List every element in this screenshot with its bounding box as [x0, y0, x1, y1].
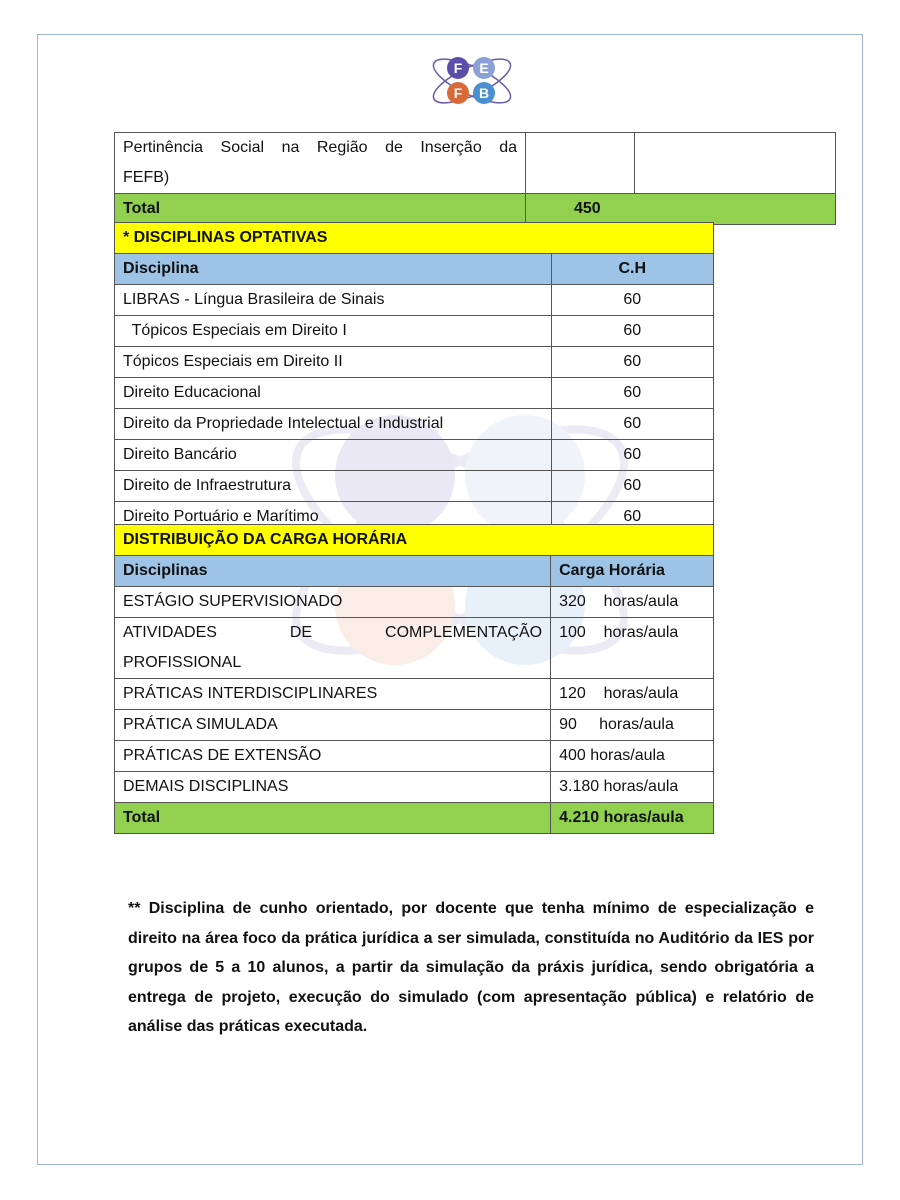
svg-text:F: F [453, 60, 463, 76]
discipline-hours: 90 horas/aula [551, 710, 714, 741]
table-row [115, 710, 714, 741]
total-value: 4.210 horas/aula [551, 803, 714, 834]
column-header-carga: Carga Horária [551, 556, 714, 587]
table-row [115, 772, 714, 803]
discipline-name-line: ATIVIDADES DE COMPLEMENTAÇÃO [123, 624, 543, 641]
discipline-hours: 60 [551, 316, 713, 347]
section-title: DISTRIBUIÇÃO DA CARGA HORÁRIA [115, 525, 714, 556]
column-header-ch: C.H [551, 254, 713, 285]
discipline-hours: 60 [551, 502, 713, 533]
header-row [115, 556, 714, 587]
discipline-name-line: PROFISSIONAL [123, 654, 242, 671]
discipline-name: Direito Portuário e Marítimo [115, 502, 552, 533]
discipline-name: Direito de Infraestrutura [115, 471, 552, 502]
table-row [115, 679, 714, 710]
previous-table-continuation [114, 132, 836, 225]
section-title-row [115, 223, 714, 254]
total-row [115, 803, 714, 834]
table-row [115, 618, 714, 679]
discipline-name: Direito da Propriedade Intelectual e Industrial [115, 409, 552, 440]
table-row [115, 741, 714, 772]
section-title: * DISCIPLINAS OPTATIVAS [115, 223, 714, 254]
fefb-logo [428, 46, 516, 116]
table-row [115, 440, 714, 471]
column-header-disciplina: Disciplina [115, 254, 552, 285]
table-cell [526, 133, 635, 194]
discipline-name: Direito Bancário [115, 440, 552, 471]
table-row [115, 285, 714, 316]
svg-text:F: F [453, 85, 463, 101]
table-row [115, 378, 714, 409]
column-header-disciplinas: Disciplinas [115, 556, 551, 587]
section-title-row [115, 525, 714, 556]
table-cell [115, 133, 526, 194]
discipline-name: PRÁTICAS DE EXTENSÃO [115, 741, 551, 772]
discipline-hours: 60 [551, 409, 713, 440]
table-row [115, 316, 714, 347]
total-value: 450 [526, 194, 836, 225]
table-cell [635, 133, 836, 194]
svg-text:E: E [479, 60, 489, 76]
row-text-line: FEFB) [123, 169, 170, 186]
optional-disciplines-table [114, 222, 714, 533]
workload-distribution-table [114, 524, 714, 834]
discipline-hours: 100 horas/aula [551, 618, 714, 679]
discipline-name: PRÁTICA SIMULADA [115, 710, 551, 741]
row-text-line: Pertinência Social na Região de Inserção da [123, 139, 517, 156]
discipline-name [115, 618, 551, 679]
table-row [115, 587, 714, 618]
discipline-hours: 60 [551, 347, 713, 378]
table-row [115, 409, 714, 440]
discipline-hours: 60 [551, 378, 713, 409]
table-row [115, 133, 836, 194]
header-row [115, 254, 714, 285]
discipline-name: ESTÁGIO SUPERVISIONADO [115, 587, 551, 618]
total-row [115, 194, 836, 225]
discipline-hours: 400 horas/aula [551, 741, 714, 772]
discipline-name: DEMAIS DISCIPLINAS [115, 772, 551, 803]
total-label: Total [115, 803, 551, 834]
discipline-hours: 3.180 horas/aula [551, 772, 714, 803]
discipline-hours: 60 [551, 440, 713, 471]
discipline-name: Tópicos Especiais em Direito II [115, 347, 552, 378]
table-row [115, 471, 714, 502]
discipline-hours: 120 horas/aula [551, 679, 714, 710]
discipline-hours: 60 [551, 471, 713, 502]
discipline-hours: 60 [551, 285, 713, 316]
discipline-name: LIBRAS - Língua Brasileira de Sinais [115, 285, 552, 316]
discipline-name: Direito Educacional [115, 378, 552, 409]
discipline-name: PRÁTICAS INTERDISCIPLINARES [115, 679, 551, 710]
discipline-hours: 320 horas/aula [551, 587, 714, 618]
svg-text:B: B [478, 85, 490, 101]
table-row [115, 347, 714, 378]
total-label: Total [115, 194, 526, 225]
discipline-name: Tópicos Especiais em Direito I [115, 316, 552, 347]
footnote-text: ** Disciplina de cunho orientado, por docente que tenha mínimo de especialização e direito na área foco da prática jurídica a ser simulada, constituída no Auditório da IES por grupos de 5 a 10 alunos, a partir da simulação da práxis jurídica, sendo obrigatória a entrega de projeto, execução do simulado (com apresentação pública) e relatório de análise das práticas executada. [128, 900, 814, 1035]
